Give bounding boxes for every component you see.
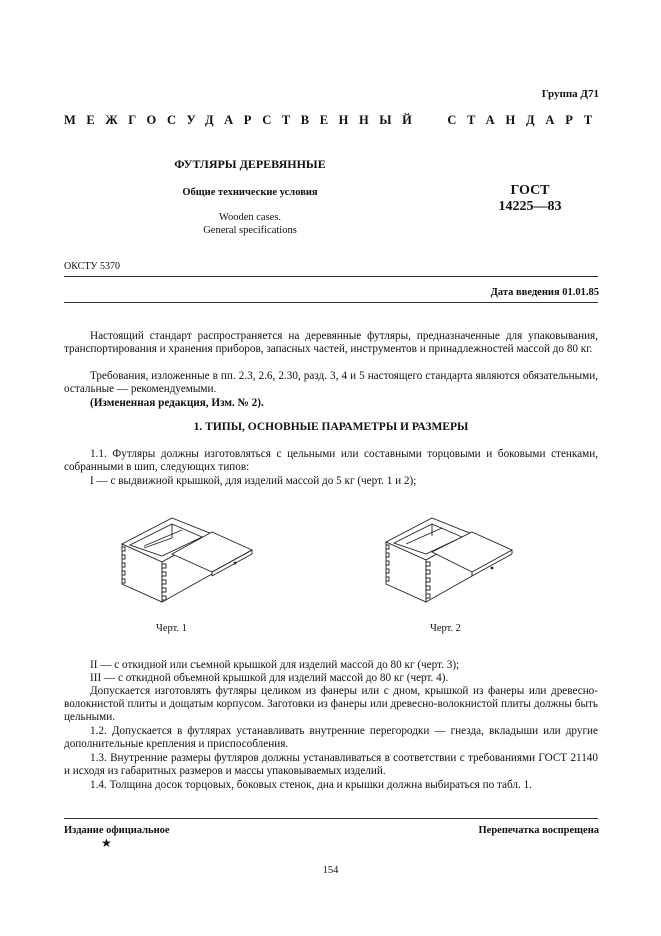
star-icon: ★ [101, 836, 112, 850]
divider-date [64, 302, 598, 303]
reprint-prohibited: Перепечатка воспрещена [478, 825, 599, 836]
plywood-allowance: Допускается изготовлять футляры целиком из фанеры или с дном, крышкой из фанеры или древесно-волокнистой плиты и дощатым корпусом. Заготовки из фанеры или древесно-волокнистой плиты должны быть цельными. [64, 685, 598, 724]
type-1-line: I — с выдвижной крышкой, для изделий массой до 5 кг (черт. 1 и 2); [90, 475, 417, 487]
banner-standard: СТАНДАРТ [447, 113, 603, 127]
effective-date-value: 01.01.85 [562, 287, 599, 298]
gost-number [480, 183, 580, 215]
divider-footer [64, 818, 598, 819]
intro-paragraph-1: Настоящий стандарт распространяется на деревянные футляры, предназначенные для упаковывания, транспортирования и хранения приборов, запасных частей, инструментов и принадлежностей массой до 80 кг. [64, 330, 598, 356]
document-title: ФУТЛЯРЫ ДЕРЕВЯННЫЕ [174, 157, 326, 171]
divider-top [64, 276, 598, 277]
clause-1-2: 1.2. Допускается в футлярах устанавливать внутренние перегородки — гнезда, вкладыши или другие дополнительные крепления и приспособления. [64, 725, 598, 751]
group-code: Группа Д71 [541, 88, 599, 100]
clause-1-4: 1.4. Толщина досок торцовых, боковых стенок, дна и крышки должна выбираться по табл. 1. [90, 779, 532, 791]
amendment-note: (Измененная редакция, Изм. № 2). [90, 397, 264, 409]
english-title [130, 211, 370, 237]
gost-label: ГОСТ [510, 183, 550, 198]
english-title-line-2: General specifications [203, 225, 297, 236]
type-2-line: II — с откидной или съемной крышкой для изделий массой до 80 кг (черт. 3); [90, 659, 460, 671]
drawing-1-case-sliding-lid [116, 510, 256, 610]
drawing-2-case-sliding-lid [380, 510, 520, 610]
drawing-2-caption: Черт. 2 [430, 623, 461, 634]
type-3-line: III — с откидной объемной крышкой для изделий массой до 80 кг (черт. 4). [90, 672, 449, 684]
effective-date [491, 287, 599, 298]
effective-date-label: Дата введения [490, 287, 560, 298]
okstu-code: ОКСТУ 5370 [64, 261, 121, 272]
section-1-heading: 1. ТИПЫ, ОСНОВНЫЕ ПАРАМЕТРЫ И РАЗМЕРЫ [193, 421, 469, 433]
official-edition: Издание официальное [64, 825, 170, 836]
gost-code: 14225—83 [498, 199, 562, 214]
english-title-line-1: Wooden cases. [218, 212, 282, 223]
page-number: 154 [322, 865, 339, 876]
clause-1-1: 1.1. Футляры должны изготовляться с цельными или составными торцовыми и боковыми стенками, собранными в шип, следующих типов: [64, 448, 598, 474]
banner-interstate: МЕЖГОСУДАРСТВЕННЫЙ [64, 113, 423, 127]
intro-paragraph-2: Требования, изложенные в пп. 2.3, 2.6, 2.30, разд. 3, 4 и 5 настоящего стандарта являются обязательными, остальные — рекомендуемыми. [64, 370, 598, 396]
drawing-1-caption: Черт. 1 [156, 623, 187, 634]
document-subtitle: Общие технические условия [182, 187, 318, 198]
clause-1-3: 1.3. Внутренние размеры футляров должны устанавливаться в соответствии с требованиями ГОСТ 21140 и исходя из габаритных размеров и массы упаковываемых изделий. [64, 752, 598, 778]
